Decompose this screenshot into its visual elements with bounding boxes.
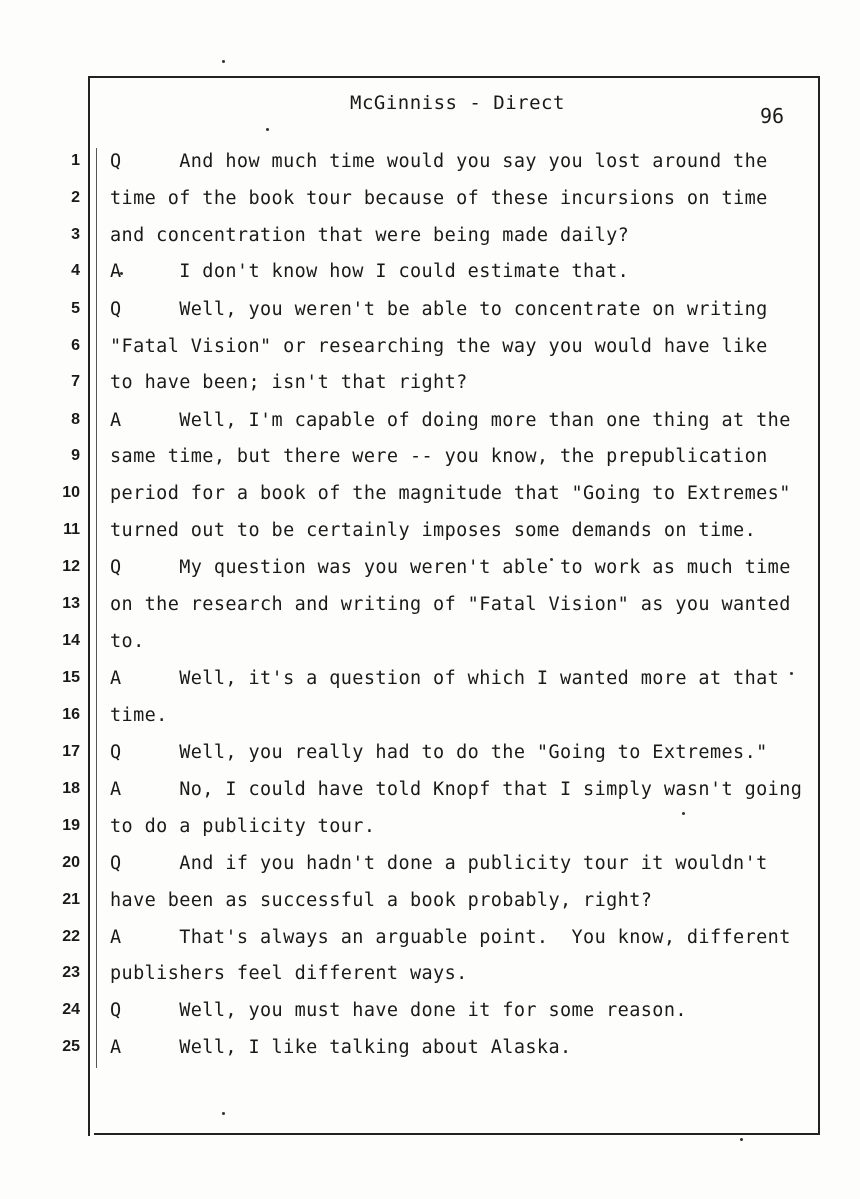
line-number: 15 [62, 669, 80, 686]
transcript-line: period for a book of the magnitude that "Going to Extremes" [110, 483, 791, 504]
line-number: 2 [71, 189, 80, 206]
line-number: 16 [62, 706, 80, 723]
line-number: 1 [71, 152, 80, 169]
line-number: 23 [62, 964, 80, 981]
transcript-line: A That's always an arguable point. You know, different [110, 927, 791, 948]
line-number: 20 [62, 854, 80, 871]
transcript-line: A Well, I like talking about Alaska. [110, 1037, 572, 1058]
line-number: 17 [62, 743, 80, 760]
scan-speck [222, 1112, 225, 1115]
transcript-line: publishers feel different ways. [110, 963, 468, 984]
line-number: 14 [62, 632, 80, 649]
line-number: 10 [62, 484, 80, 501]
transcript-line: Q And if you hadn't done a publicity tour it wouldn't [110, 853, 768, 874]
transcript-line: turned out to be certainly imposes some demands on time. [110, 520, 757, 541]
line-number: 22 [62, 928, 80, 945]
transcript-line: "Fatal Vision" or researching the way you would have like [110, 336, 768, 357]
scan-speck [740, 1138, 743, 1141]
line-number: 3 [71, 226, 80, 243]
line-number: 7 [71, 373, 80, 390]
page-frame-bottom [94, 1133, 820, 1135]
transcript-line: A Well, it's a question of which I wanted more at that [110, 668, 780, 689]
line-number: 4 [71, 262, 80, 279]
line-number: 21 [62, 891, 80, 908]
transcript-line: A I don't know how I could estimate that. [110, 261, 630, 282]
scan-speck [222, 60, 225, 63]
transcript-line: time of the book tour because of these incursions on time [110, 188, 768, 209]
page-header-title: McGinniss - Direct [350, 92, 565, 114]
line-number: 5 [71, 300, 80, 317]
line-number: 24 [62, 1001, 80, 1018]
scan-speck [682, 812, 685, 815]
transcript-line: on the research and writing of "Fatal Vision" as you wanted [110, 594, 791, 615]
line-number: 11 [63, 521, 80, 538]
transcript-line: A Well, I'm capable of doing more than one thing at the [110, 410, 791, 431]
page-number: 96 [760, 104, 785, 128]
scan-speck [790, 672, 793, 675]
line-number: 9 [71, 447, 80, 464]
transcript-line: Q Well, you weren't be able to concentrate on writing [110, 299, 768, 320]
transcript-line: to do a publicity tour. [110, 816, 376, 837]
transcript-line: and concentration that were being made daily? [110, 225, 630, 246]
transcript-line: to have been; isn't that right? [110, 372, 468, 393]
line-number: 13 [62, 595, 80, 612]
transcript-line: Q Well, you must have done it for some reason. [110, 1000, 687, 1021]
line-number: 8 [71, 411, 80, 428]
page-frame-top [88, 76, 818, 78]
line-number: 19 [62, 817, 80, 834]
transcript-line: have been as successful a book probably, right? [110, 890, 653, 911]
transcript-line: Q And how much time would you say you lost around the [110, 151, 768, 172]
transcript-line: same time, but there were -- you know, the prepublication [110, 446, 768, 467]
transcript-line: Q Well, you really had to do the "Going to Extremes." [110, 742, 768, 763]
line-number: 25 [62, 1038, 80, 1055]
line-number: 18 [62, 780, 80, 797]
transcript-line: to. [110, 631, 145, 652]
transcript-line: time. [110, 705, 168, 726]
scan-speck [266, 128, 269, 131]
page-frame-left [88, 76, 90, 1136]
transcript-line: Q My question was you weren't able to work as much time [110, 557, 791, 578]
transcript-line: A No, I could have told Knopf that I simply wasn't going [110, 779, 803, 800]
page-frame-right [818, 76, 820, 1135]
line-number: 6 [71, 337, 80, 354]
line-number: 12 [62, 558, 80, 575]
line-number-gutter-rule [96, 148, 97, 1068]
